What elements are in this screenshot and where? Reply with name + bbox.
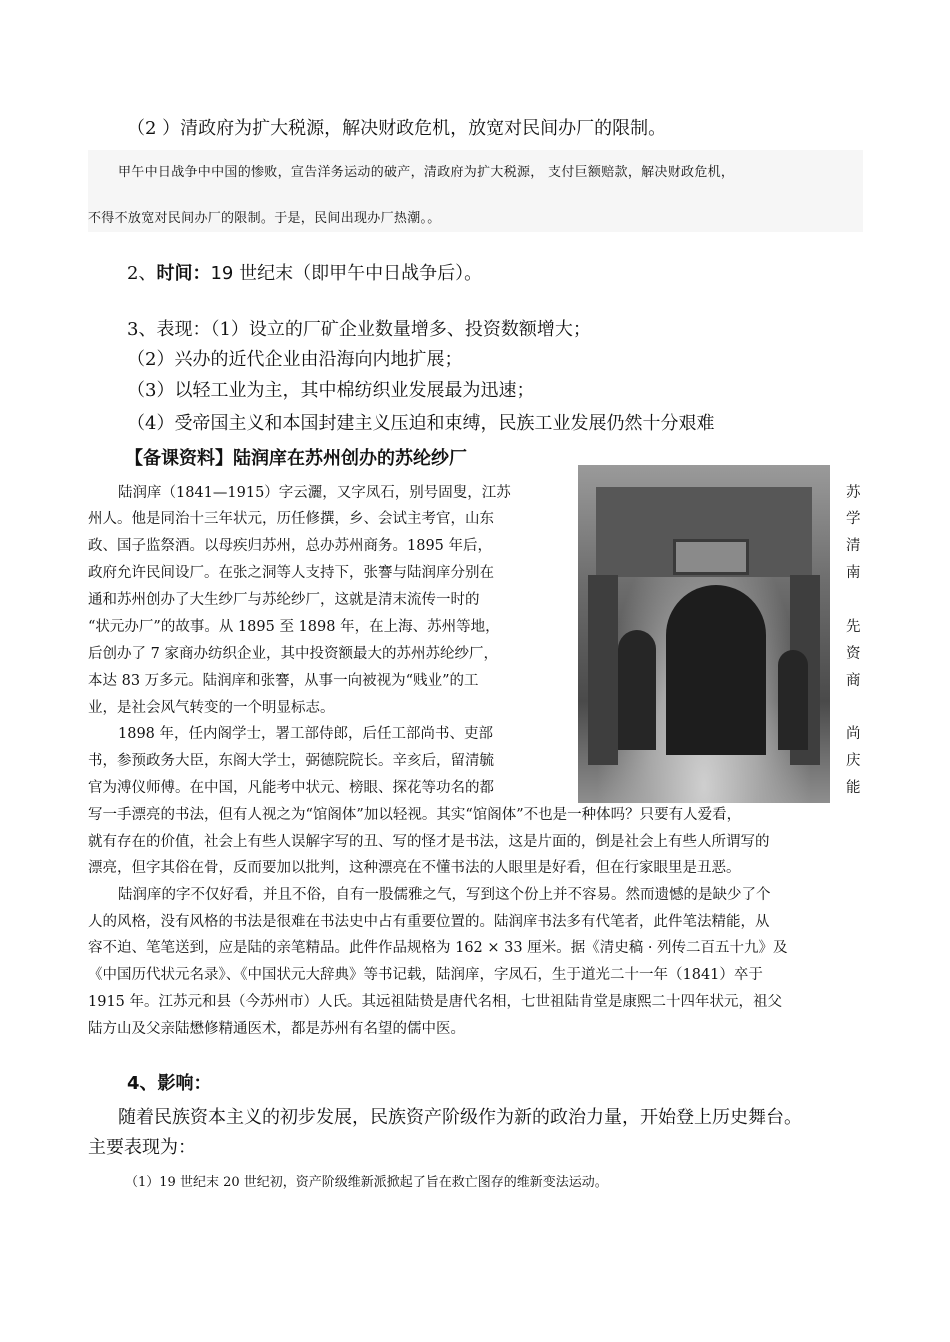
material-left-line: “状元办厂”的故事。从 1895 至 1898 年，在上海、苏州等地， — [88, 619, 500, 635]
material-right-char: 尚 — [846, 726, 861, 742]
gate-main-arch — [666, 585, 766, 755]
cause-explanation-line: 不得不放宽对民间办厂的限制。于是，民间出现办厂热潮。。 — [88, 211, 441, 226]
performance-line-4: （4）受帝国主义和本国封建主义压迫和束缚，民族工业发展仍然十分艰难 — [127, 413, 715, 434]
material-full-line: 陆方山及父亲陆懋修精通医术，都是苏州有名望的儒中医。 — [88, 1021, 465, 1037]
cause-explanation-line: 甲午中日战争中中国的惨败，宣告洋务运动的破产，清政府为扩大税源， 支付巨额赔款，解决财政危机， — [118, 165, 735, 180]
performance-line-1: 3、表现：（1）设立的厂矿企业数量增多、投资数额增大； — [127, 319, 591, 340]
material-full-line: 陆润庠的字不仅好看，并且不俗，自有一股儒雅之气，写到这个份上并不容易。然而遗憾的是缺少了个 — [118, 887, 771, 903]
material-full-line: 人的风格，没有风格的书法是很难在书法史中占有重要位置的。陆润庠书法多有代笔者，此件笔法精能，从 — [88, 914, 770, 930]
impact-line-1: 随着民族资本主义的初步发展，民族资产阶级作为新的政治力量，开始登上历史舞台。 — [118, 1107, 802, 1128]
material-right-char: 商 — [846, 673, 861, 689]
material-full-line: 漂亮，但字其俗在骨，反而要加以批判，这种漂亮在不懂书法的人眼里是好看，但在行家眼里是丑恶。 — [88, 860, 741, 876]
material-left-line: 政府允许民间设厂。在张之洞等人支持下，张謇与陆润庠分别在 — [88, 565, 494, 581]
gate-plaque — [673, 539, 749, 575]
material-left-line: 陆润庠（1841—1915）字云灑，又字凤石，别号固叟，江苏 — [118, 485, 511, 501]
time-prefix: 2、 — [127, 263, 157, 284]
cause-heading: （2 ）清政府为扩大税源，解决财政危机，放宽对民间办厂的限制。 — [127, 118, 667, 139]
material-full-line: 容不迫、笔笔送到，应是陆的亲笔精品。此件作品规格为 162 × 33 厘米。据《清史稿 · 列传二百五十九》及 — [88, 940, 788, 956]
material-right-char: 资 — [846, 646, 861, 662]
gate-pillar-left — [588, 575, 618, 765]
material-right-char: 庆 — [846, 753, 861, 769]
material-full-line: 就有存在的价值，社会上有些人误解字写的丑、写的怪才是书法，这是片面的，倒是社会上有些人所谓写的 — [88, 834, 770, 850]
time-line — [127, 262, 482, 286]
material-left-line: 书，参预政务大臣，东阁大学士，弼德院院长。辛亥后，留清毓 — [88, 753, 494, 769]
material-right-char: 先 — [846, 619, 861, 635]
material-left-line: 本达 83 万多元。陆润庠和张謇，从事一向被视为“贱业”的工 — [88, 673, 479, 689]
material-left-line: 官为溥仪师傅。在中国，凡能考中状元、榜眼、探花等功名的都 — [88, 780, 494, 796]
material-left-line: 州人。他是同治十三年状元，历任修撰，乡、会试主考官，山东 — [88, 511, 494, 527]
cause-explanation-box — [88, 150, 863, 232]
performance-line-2: （2）兴办的近代企业由沿海向内地扩展； — [127, 349, 463, 370]
gate-left-arch — [618, 630, 656, 750]
impact-heading: 4、影响： — [127, 1073, 212, 1094]
impact-line-3: （1）19 世纪末 20 世纪初，资产阶级维新派掀起了旨在救亡图存的维新变法运动。 — [125, 1175, 608, 1190]
material-right-char: 南 — [846, 565, 861, 581]
material-title: 【备课资料】陆润庠在苏州创办的苏纶纱厂 — [125, 448, 467, 469]
material-left-line: 后创办了 7 家商办纺织企业，其中投资额最大的苏州苏纶纱厂， — [88, 646, 498, 662]
material-full-line: 写一手漂亮的书法，但有人视之为“馆阁体”加以轻视。其实“馆阁体”不也是一种体吗？只要有人爱看， — [88, 807, 742, 823]
material-left-line: 政、国子监祭酒。以母疾归苏州，总办苏州商务。1895 年后， — [88, 538, 493, 554]
impact-line-2: 主要表现为： — [88, 1137, 196, 1158]
material-right-char: 能 — [846, 780, 861, 796]
material-left-line: 业，是社会风气转变的一个明显标志。 — [88, 700, 335, 716]
gate-right-arch — [778, 650, 808, 750]
material-left-line: 1898 年，任内阁学士，署工部侍郎，后任工部尚书、吏部 — [118, 726, 494, 742]
time-number: 19 — [210, 263, 234, 284]
material-full-line: 1915 年。江苏元和县（今苏州市）人氏。其远祖陆贽是唐代名相，七世祖陆肯堂是康熙二十四年状元，祖父 — [88, 994, 783, 1010]
time-label: 时间： — [156, 263, 211, 284]
material-right-char: 清 — [846, 538, 861, 554]
factory-gate-photo — [578, 465, 830, 803]
material-right-char: 学 — [846, 511, 861, 527]
performance-line-3: （3）以轻工业为主，其中棉纺织业发展最为迅速； — [127, 380, 535, 401]
material-left-line: 通和苏州创办了大生纱厂与苏纶纱厂，这就是清末流传一时的 — [88, 592, 480, 608]
material-right-char: 苏 — [846, 485, 861, 501]
material-full-line: 《中国历代状元名录》、《中国状元大辞典》等书记载，陆润庠，字凤石，生于道光二十一年（1841）卒于 — [88, 967, 763, 983]
time-text: 世纪末（即甲午中日战争后）。 — [233, 263, 483, 284]
